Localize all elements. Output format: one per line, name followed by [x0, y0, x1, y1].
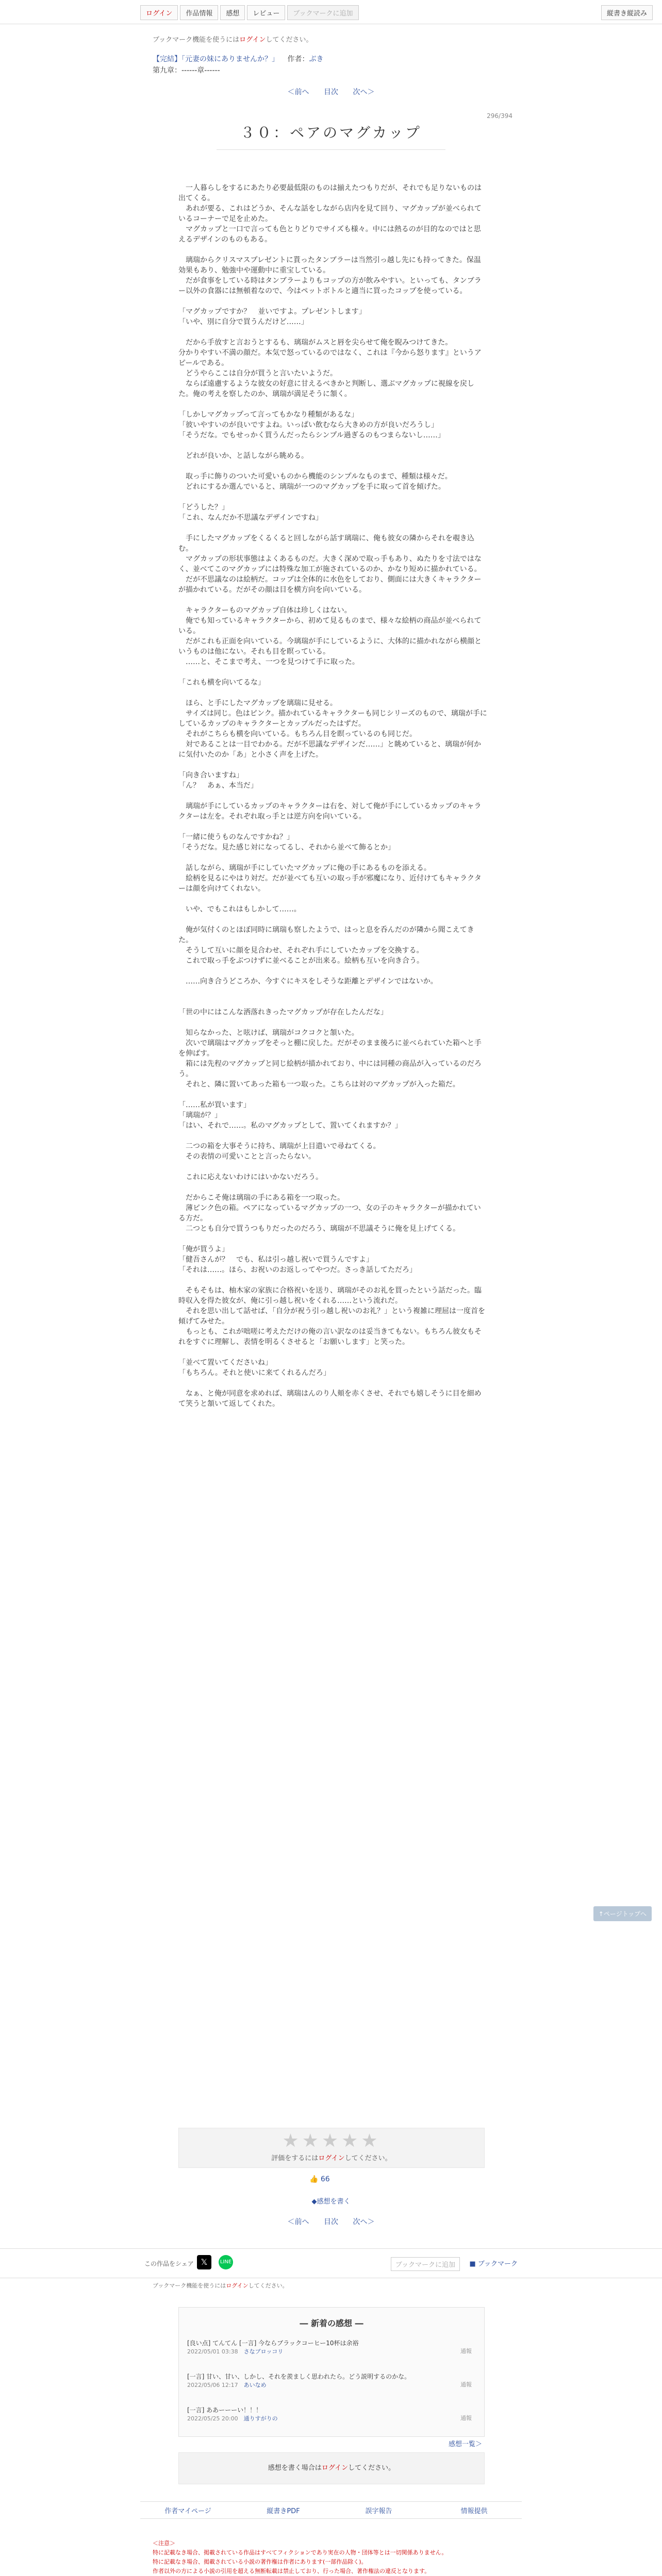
body-paragraph: 分かりやすい不満の顔だ。本気で怒っているのではなく、これは『今から怒ります』というアピールである。 [178, 349, 482, 367]
body-paragraph: だが不思議なのは絵柄だ。コップは全体的に水色をしており、側面には大きくキャラクターが描かれている。だがその顔は目を横方向を向いている。 [178, 575, 482, 594]
vertical-pdf-link[interactable]: 縦書きPDF [267, 2507, 300, 2515]
body-paragraph: 「ん？ あぁ、本当だ」 [178, 782, 258, 790]
chapter-nav-bottom [0, 2216, 662, 2227]
bookmark-link[interactable]: ■ ブックマーク [469, 2260, 518, 2268]
paragraph-gap [178, 461, 488, 471]
x-share-icon[interactable]: 𝕏 [197, 2255, 211, 2269]
body-paragraph: あれが要る、これはどうか、そんな話をしながら店内を見て回り、マグカップが並べられているコーナーで足を止めた。 [178, 205, 482, 223]
body-paragraph: 「健吾さんが？ でも、私は引っ越し祝いで買うんですよ」 [178, 1256, 373, 1264]
review-user[interactable]: 通りすがりの [243, 2415, 278, 2422]
report-link[interactable]: 通報 [460, 2415, 472, 2421]
like-button[interactable] [309, 2175, 330, 2183]
rating-stars[interactable]: ★★★★★ [282, 2130, 381, 2151]
novel-body [178, 183, 488, 1409]
paragraph-gap [178, 853, 488, 863]
body-paragraph: マグカップの形状事態はよくあるものだ。大きく深めで取っ手もあり、ぬたりを寸法ではなく、並べてこのマグカップには特殊な加工が施されているのか、かなり短めに描かれている。 [178, 555, 482, 573]
caution-line: 作者以外の方による小説の引用を超える無断転載は禁止しており、行った場合、著作権法の違反となります。 [153, 2568, 431, 2574]
paragraph-gap [178, 399, 488, 410]
toc-link[interactable]: 目次 [324, 88, 338, 96]
body-paragraph: 「しかしマグカップって言ってもかなり種類があるな」 [178, 411, 359, 419]
body-paragraph: 箱には先程のマグカップと同じ絵柄が描かれており、中には同種の商品が入っているのだろう。 [178, 1060, 482, 1078]
bookmark-notice-text-end: してください。 [266, 36, 313, 44]
write-box-text-end: してください。 [348, 2464, 395, 2472]
paragraph-gap [178, 1378, 488, 1388]
paragraph-gap [178, 245, 488, 255]
review-item [187, 2372, 476, 2389]
reviews-title: ― 新着の感想 ― [300, 2318, 363, 2328]
thoughts-button[interactable]: 感想 [220, 5, 245, 20]
paragraph-gap [178, 987, 488, 997]
caution-heading: ＜注意＞ [153, 2540, 175, 2547]
paragraph-gap [178, 327, 488, 337]
body-paragraph: 「……私が買います」 [178, 1101, 251, 1109]
review-text: [良い点] てんてん [一言] 今ならブラックコーヒー10杯は余裕 [187, 2340, 359, 2347]
body-paragraph: だがこれも正面を向いている。今璃瑞が手にしているように、大体的に描かれながら横顔というものは他にない。それも目を瞑っている。 [178, 637, 482, 656]
bookmark-notice2-text: ブックマーク機能を使うには [153, 2282, 226, 2289]
body-paragraph: 話しながら、璃瑞が手にしていたマグカップに俺の手にあるものを添える。 [178, 864, 431, 872]
body-paragraph: 一人暮らしをするにあたり必要最低限のものは揃えたつもりだが、それでも足りないものは出てくる。 [178, 184, 482, 202]
rating-login-link[interactable]: ログイン [318, 2155, 345, 2162]
body-paragraph: 璃瑞からクリスマスプレゼントに貰ったタンブラーは当然引っ越し先にも持ってきた。保温効果もあり、勉強中や運動中に重宝している。 [178, 256, 481, 275]
page-top-button[interactable]: ↑ページトップへ [593, 1906, 652, 1921]
write-box-text: 感想を書く場合は [268, 2464, 322, 2472]
body-paragraph: それと、隣に置いてあった箱も一つ取った。こちらは対のマグカップが入った箱だ。 [178, 1080, 460, 1089]
body-paragraph: だが食事をしている時はタンブラーよりもコップの方が飲みやすい。といっても、タンブラー以外の食器には無頓着なので、今はペットボトルと適当に買ったコップを使っている。 [178, 277, 482, 295]
bookmark-notice-text: ブックマーク機能を使うには [153, 36, 240, 44]
paragraph-gap [178, 894, 488, 904]
works-info-button[interactable]: 作品情報 [180, 5, 218, 20]
body-paragraph: 「並べて置いてくださいね」 [178, 1359, 272, 1367]
review-date: 2022/05/01 03:38 [187, 2348, 238, 2355]
body-paragraph: マグカップと一口で言っても色とりどりでサイズも様々。中には熱るのが目的なのではと思えるデザインのものもある。 [178, 225, 481, 244]
body-paragraph: 「もちろん。それと使いに来てくれるんだろ」 [178, 1369, 330, 1377]
body-paragraph: だからこそ俺は璃瑞の手にある箱を一つ取った。 [178, 1194, 344, 1202]
body-paragraph: 「向き合いますね」 [178, 771, 243, 779]
body-paragraph: 俺が気付くのとほぼ同時に璃瑞も察したようで、はっと息を呑んだのが隣から聞こえてきた。 [178, 926, 474, 944]
paragraph-gap [178, 1182, 488, 1193]
tool-row [140, 2501, 522, 2519]
body-paragraph: 「マグカップですか？ 並いですよ。プレゼントします」 [178, 308, 366, 316]
body-paragraph: 「そうだな。見た感じ対になってるし、それから並べて飾るとか」 [178, 843, 395, 852]
caution-line: 特に記載なき場合、掲載されている小説の著作権は作者にあります(一部作品除く)。 [153, 2558, 367, 2565]
body-paragraph: どれが良いか、と話しながら眺める。 [178, 452, 308, 460]
body-paragraph: 「それは……。ほら、お祝いのお返しってやつだ。さっき話してただろ」 [178, 1266, 417, 1274]
like-count: 66 [320, 2175, 330, 2183]
prev-link-bottom[interactable]: ＜前へ [287, 2218, 309, 2226]
body-paragraph: 「世の中にはこんな洒落れきったマグカップが存在したんだな」 [178, 1008, 388, 1016]
paragraph-gap [178, 791, 488, 801]
body-paragraph: 「どうした？」 [178, 503, 229, 512]
body-paragraph: ……向き合うどころか、今すぐにキスをしそうな距離とデザインではないか。 [178, 977, 438, 986]
bookmark-notice2-text-end: してください。 [248, 2282, 288, 2289]
typo-report-link[interactable]: 誤字報告 [365, 2507, 392, 2515]
review-date: 2022/05/25 20:00 [187, 2415, 238, 2422]
paragraph-gap [178, 914, 488, 925]
review-date: 2022/05/06 12:17 [187, 2382, 238, 2388]
prev-link[interactable]: ＜前へ [287, 88, 309, 96]
chapter-title: ３０：ペアのマグカップ [240, 124, 422, 141]
body-paragraph: 「いや、別に自分で買うんだけど……」 [178, 318, 308, 326]
report-link[interactable]: 通報 [460, 2348, 472, 2354]
body-paragraph: どれにするか選んでいると、璃瑞が一つのマグカップを手に取って首を傾げた。 [178, 483, 445, 491]
rating-note [179, 2153, 484, 2162]
paragraph-gap [178, 1347, 488, 1358]
rating-note-text: 評価をするには [271, 2155, 319, 2162]
chapter-nav-top [0, 87, 662, 97]
write-box-login-link[interactable]: ログイン [321, 2464, 349, 2472]
vertical-reading-button[interactable]: 縦書き縦読み [601, 5, 653, 20]
body-paragraph: 二つとも自分で買うつもりだったのだろう、璃瑞が不思議そうに俺を見上げてくる。 [178, 1225, 460, 1233]
body-paragraph: 「そうだな。でもせっかく買うんだったらシンプル過ぎるのもつまらないし……」 [178, 431, 445, 439]
report-link[interactable]: 通報 [460, 2381, 472, 2388]
body-paragraph: 次いで璃瑞はマグカップをそっと棚に戻した。だがそのまま後ろに並べられていた箱へと手を伸ばす。 [178, 1039, 482, 1058]
body-paragraph: サイズは同じ。色はピンク。描かれているキャラクターも同じシリーズのもので、璃瑞が手にしているカップのキャラクターとカップルだったはずだ。 [178, 709, 487, 728]
body-paragraph: 「一緒に使うものなんですかね？」 [178, 833, 294, 841]
body-paragraph: キャラクターものマグカップ自体は珍しくはない。 [178, 606, 352, 615]
series-info [153, 54, 323, 76]
paragraph-gap [178, 523, 488, 533]
caution-notice [153, 2539, 514, 2576]
author-label: 作者： [287, 55, 309, 63]
caution-line: 特に記載なき場合、掲載されている作品はすべてフィクションであり実在の人物・団体等とは一切関係ありません。 [153, 2549, 448, 2556]
body-paragraph: だから手放すと言おうとするも、璃瑞がムスと唇を尖らせて俺を睨みつけてきた。 [178, 338, 453, 347]
body-paragraph: それを思い出して話せば、「自分が祝う引っ越し祝いのお礼？」という複雑に理屈は一度首を傾げてみせた。 [178, 1307, 485, 1326]
review-text: [一言] ああーーーい！！！ [187, 2406, 262, 2414]
review-user[interactable]: あいなめ [243, 2382, 267, 2388]
paragraph-gap [178, 492, 488, 502]
body-paragraph: 「これも横を向いてるな」 [178, 679, 265, 687]
body-paragraph: これで取っ手をぶつけずに並べることが出来る。絵柄も互いを向き合う。 [178, 957, 424, 965]
body-paragraph: 「俺が買うよ」 [178, 1245, 229, 1253]
body-paragraph: 二つの箱を大事そうに持ち、璃瑞が上目遣いで尋ねてくる。 [178, 1142, 380, 1150]
next-link[interactable]: 次へ＞ [353, 88, 375, 96]
paragraph-gap [178, 1275, 488, 1285]
bookmark-notice [153, 34, 312, 44]
body-paragraph: その表情の可愛いことと言ったらない。 [178, 1153, 316, 1161]
login-button[interactable]: ログイン [140, 5, 178, 20]
add-bookmark-button-bottom[interactable]: ブックマークに追加 [391, 2257, 460, 2271]
section-title: 第九章：------章------ [153, 66, 220, 75]
paragraph-gap [178, 667, 488, 677]
paragraph-gap [178, 1162, 488, 1172]
paragraph-gap [178, 997, 488, 1007]
body-paragraph: 「璃瑞が？」 [178, 1111, 222, 1120]
body-paragraph: そもそもは、柚木家の家族に合格祝いを送り、璃瑞がそのお礼を買ったという話だった。臨時収入を得た彼女が、俺に引っ越し祝いをくれる……という流れだ。 [178, 1286, 482, 1305]
add-bookmark-button[interactable]: ブックマークに追加 [287, 5, 358, 20]
paragraph-gap [178, 822, 488, 832]
login-link[interactable]: ログイン [239, 36, 266, 44]
write-review-box [178, 2452, 485, 2484]
login-link-bottom[interactable]: ログイン [226, 2282, 249, 2289]
paragraph-gap [178, 1234, 488, 1244]
body-paragraph: 「はい、それで……。私のマグカップとして、置いてくれますか？」 [178, 1122, 402, 1130]
body-paragraph: 取っ手に飾りのついた可愛いものから機能のシンプルなものまで、種類は様々だ。 [178, 472, 452, 481]
paragraph-gap [178, 1018, 488, 1028]
page-count: 296/394 [487, 112, 512, 120]
body-paragraph: ならば遠慮するような彼女の好意に甘えるべきかと判断し、選ぶマグカップに視線を戻した。俺の考えを察したのか、璃瑞が満足そうに頷く。 [178, 380, 474, 398]
paragraph-gap [178, 1090, 488, 1100]
review-button[interactable]: レビュー [247, 5, 285, 20]
paragraph-gap [178, 966, 488, 976]
title-divider [217, 149, 445, 150]
latest-reviews [178, 2307, 485, 2437]
share-bar [0, 2248, 662, 2278]
body-paragraph: 薄ピンク色の箱。ペアになっているマグカップの一つ、女の子のキャラクターが描かれている方だ。 [178, 1204, 481, 1223]
rating-box [178, 2128, 485, 2168]
body-paragraph: ……と、そこまで考え、一つを見つけて手に取った。 [178, 658, 359, 666]
review-user[interactable]: さなブロッコリ [243, 2348, 284, 2355]
body-paragraph: 手にしたマグカップをくるくると回しながら話す璃瑞に、俺も彼女の隣からそれを覗き込む。 [178, 534, 474, 553]
body-paragraph: そうして互いに顔を見合わせ、それぞれ手にしていたカップを交換する。 [178, 946, 424, 955]
body-paragraph: なぁ、と俺が同意を求めれば、璃瑞はんのり人頬を赤くさせ、それでも嬉しそうに目を細めて笑うと頷いて返してくれた。 [178, 1389, 482, 1408]
body-paragraph: 璃瑞が手にしているカップのキャラクターは右を、対して俺が手にしているカップのキャラクターは左を。それぞれ取っ手とは逆方向を向いている。 [178, 802, 482, 821]
bookmark-notice-bottom [153, 2281, 288, 2290]
body-paragraph: 「彼いやすいのが良いですよね。いっぱい飲むなら大きめの方が良いだろうし」 [178, 421, 438, 429]
review-list-link[interactable]: 感想一覧＞ [449, 2441, 483, 2448]
paragraph-gap [178, 296, 488, 307]
top-bar [0, 0, 662, 24]
review-item [187, 2405, 476, 2422]
body-paragraph: 知らなかった、と呟けば、璃瑞がコクコクと頷いた。 [178, 1029, 359, 1037]
top-nav [140, 5, 361, 20]
body-paragraph: いや、でもこれはもしかして……。 [178, 905, 301, 913]
next-link-bottom[interactable]: 次へ＞ [353, 2218, 375, 2226]
series-title-link[interactable]: 【完結】「元妻の妹にありませんか？」 [153, 55, 279, 63]
paragraph-gap [178, 1131, 488, 1141]
body-paragraph: これに応えないわけにはいかないだろう。 [178, 1173, 323, 1181]
write-impression-link[interactable]: ◆感想を書く [311, 2198, 351, 2206]
review-text: [一言] 甘い、甘い、しかし、それを羨ましく思われたら。どう説明するのかな。 [187, 2373, 411, 2380]
paragraph-gap [178, 760, 488, 770]
info-link[interactable]: 情報提供 [460, 2507, 488, 2515]
paragraph-gap [178, 595, 488, 605]
author-mypage-link[interactable]: 作者マイページ [164, 2507, 211, 2515]
author-link[interactable]: ぶき [309, 55, 324, 63]
thumbs-up-icon: 👍 [309, 2175, 319, 2183]
body-paragraph: 絵柄を見るにやはり対だ。だが並べても互いの取っ手が邪魔になり、近付けてもキャラクターは顔を向けてくれない。 [178, 874, 482, 893]
toc-link-bottom[interactable]: 目次 [324, 2218, 338, 2226]
body-paragraph: 「これ、なんだか不思議なデザインですね」 [178, 514, 323, 522]
body-paragraph: 俺でも知っているキャラクターから、初めて見るものまで、様々な絵柄の商品が並べられている。 [178, 617, 482, 635]
rating-note-text-end: してください。 [344, 2155, 392, 2162]
body-paragraph: もっとも、これが咄嗟に考えただけの俺の言い訳なのは妥当きてもない。もちろん彼女もそれをすぐに理解し、表情を明るくさせると「お願いします」と笑った。 [178, 1328, 482, 1346]
paragraph-gap [178, 440, 488, 451]
line-share-icon[interactable]: LINE [219, 2255, 233, 2269]
share-label: この作品をシェア [144, 2260, 194, 2267]
body-paragraph: どうやらここは自分が買うと言いたいようだ。 [178, 369, 337, 378]
paragraph-gap [178, 688, 488, 698]
body-paragraph: ほら、と手にしたマグカップを璃瑞に見せる。 [178, 699, 337, 707]
review-item [187, 2338, 476, 2355]
body-paragraph: 対であることは一目でわかる。だが不思議なデザインだ……」と眺めていると、璃瑞が何かに気付いたのか「あ」と小さく声を上げた。 [178, 740, 482, 759]
body-paragraph: それがこちらも横を向いている。もちろん目を瞑っているのも同じだ。 [178, 730, 417, 738]
